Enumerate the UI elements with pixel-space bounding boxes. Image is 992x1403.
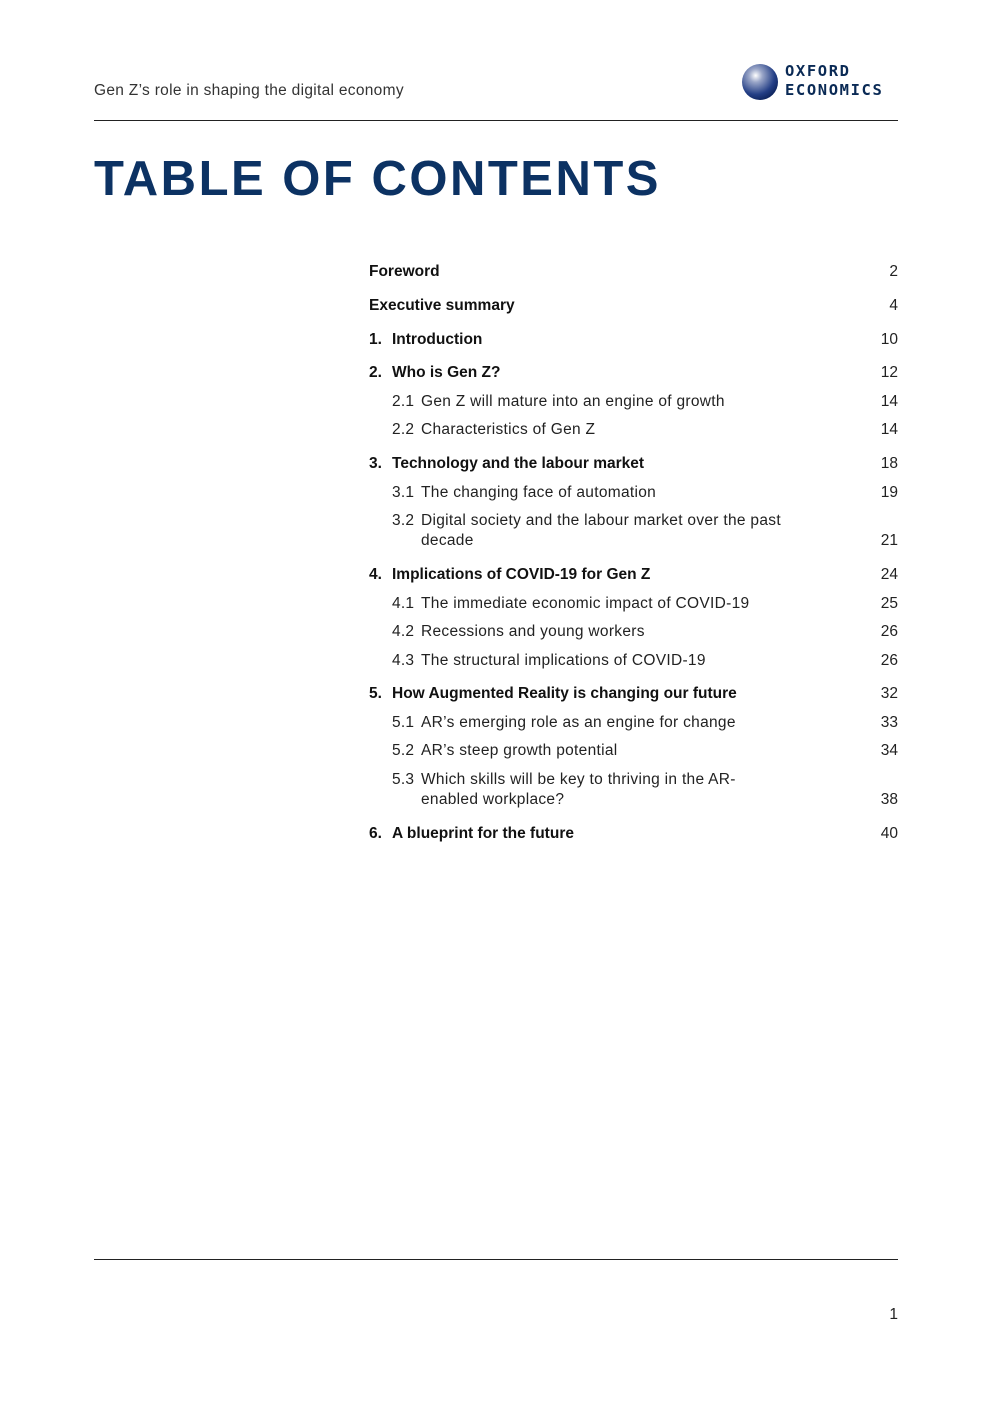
toc-number: 1. xyxy=(369,331,382,348)
toc-label: AR’s emerging role as an engine for change xyxy=(421,714,736,731)
toc-label: Executive summary xyxy=(369,297,515,314)
toc-page: 32 xyxy=(880,685,898,702)
toc-label: The immediate economic impact of COVID-19 xyxy=(421,595,750,612)
toc-page: 12 xyxy=(880,364,898,381)
toc-number: 4.1 xyxy=(392,595,415,612)
toc-page: 14 xyxy=(880,421,898,438)
toc-page: 38 xyxy=(880,791,898,808)
toc-label: Digital society and the labour market over the past decade xyxy=(421,512,781,549)
toc-label: Who is Gen Z? xyxy=(392,364,501,381)
toc-label: Characteristics of Gen Z xyxy=(421,421,596,438)
logo-line-economics: ECONOMICS xyxy=(785,81,884,99)
toc-label: How Augmented Reality is changing our future xyxy=(392,685,737,702)
toc-page: 10 xyxy=(880,331,898,348)
toc-page: 33 xyxy=(880,714,898,731)
toc-number: 5. xyxy=(369,685,382,702)
toc-number: 3. xyxy=(369,455,382,472)
toc-label: AR’s steep growth potential xyxy=(421,742,618,759)
toc-label: Introduction xyxy=(392,331,483,348)
toc-page: 40 xyxy=(880,825,898,842)
logo-line-oxford: OXFORD xyxy=(785,62,851,80)
toc-label: Recessions and young workers xyxy=(421,623,645,640)
globe-icon xyxy=(741,63,779,101)
toc-page: 2 xyxy=(889,263,898,280)
toc-number: 4. xyxy=(369,566,382,583)
toc-label: A blueprint for the future xyxy=(392,825,574,842)
toc-page: 26 xyxy=(880,652,898,669)
header-divider xyxy=(94,120,898,121)
toc-label: The changing face of automation xyxy=(421,484,657,501)
toc-page: 24 xyxy=(880,566,898,583)
toc-page: 18 xyxy=(880,455,898,472)
toc-page: 34 xyxy=(880,742,898,759)
toc-label: Gen Z will mature into an engine of growth xyxy=(421,393,725,410)
toc-number: 3.2 xyxy=(392,512,415,529)
toc-number: 4.3 xyxy=(392,652,415,669)
toc-number: 5.1 xyxy=(392,714,415,731)
toc-label: Implications of COVID-19 for Gen Z xyxy=(392,566,651,583)
toc-label: The structural implications of COVID-19 xyxy=(421,652,706,669)
toc-number: 3.1 xyxy=(392,484,415,501)
oxford-economics-logo xyxy=(741,62,899,102)
toc-number: 6. xyxy=(369,825,382,842)
toc-page: 4 xyxy=(889,297,898,314)
toc-number: 5.3 xyxy=(392,771,415,788)
toc-number: 5.2 xyxy=(392,742,415,759)
toc-page: 26 xyxy=(880,623,898,640)
toc-label: Foreword xyxy=(369,263,440,280)
toc-number: 4.2 xyxy=(392,623,415,640)
toc-page: 19 xyxy=(880,484,898,501)
toc-number: 2. xyxy=(369,364,382,381)
footer-divider xyxy=(94,1259,898,1260)
page-title: TABLE OF CONTENTS xyxy=(94,152,661,206)
toc-page: 14 xyxy=(880,393,898,410)
toc-number: 2.1 xyxy=(392,393,415,410)
toc-label: Which skills will be key to thriving in the AR-enabled workplace? xyxy=(421,771,736,808)
toc-page: 21 xyxy=(880,532,898,549)
toc-number: 2.2 xyxy=(392,421,415,438)
toc-page: 25 xyxy=(880,595,898,612)
document-title: Gen Z’s role in shaping the digital economy xyxy=(94,82,404,99)
toc-label: Technology and the labour market xyxy=(392,455,645,472)
page-number: 1 xyxy=(889,1306,898,1323)
